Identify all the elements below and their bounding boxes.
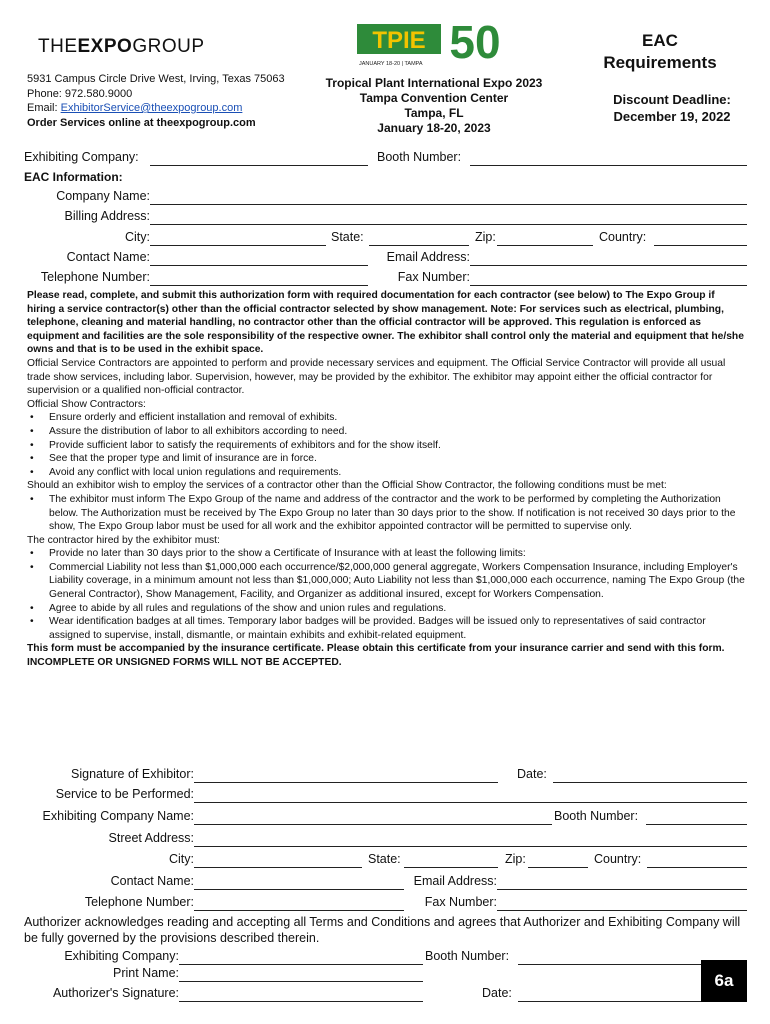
- exhibiting-company-field[interactable]: [150, 165, 368, 166]
- state-field-2[interactable]: [404, 867, 498, 868]
- list-item: • Avoid any conflict with local union regulations and requirements.: [27, 466, 745, 480]
- list-item: • The exhibitor must inform The Expo Group of the name and address of the contractor and the work to be performed by completing the Authorization below. The Authorization must be received by The Expo Group no later than 30 days prior to the show. If notification is not received 30 days prior to the show, The Expo Group labor must be used for all work and the exhibitor appointed contractor will be permitted to supervise only.: [27, 493, 745, 534]
- state-label: State:: [331, 230, 364, 244]
- conditions-list: [27, 493, 745, 534]
- city-field[interactable]: [150, 245, 326, 246]
- print-name-field[interactable]: [179, 981, 423, 982]
- city-label: City:: [125, 230, 150, 244]
- company-name-label: Company Name:: [56, 189, 150, 203]
- country-label: Country:: [599, 230, 647, 244]
- show-name: Tropical Plant International Expo 2023: [325, 76, 543, 90]
- list-item: • Provide no later than 30 days prior to the show a Certificate of Insurance with at least the following limits:: [27, 547, 745, 561]
- street-address-label: Street Address:: [108, 831, 194, 845]
- contact-name-label-2: Contact Name:: [110, 874, 194, 888]
- tpie-subtext: JANUARY 18-20 | TAMPA: [359, 61, 423, 67]
- contact-block: [27, 72, 285, 130]
- official-show-contractors: Official Show Contractors:: [27, 398, 146, 410]
- zip-label: Zip:: [475, 230, 496, 244]
- list-item: • Wear identification badges at all times. Temporary labor badges will be provided. Badges will be issued only to representatives of said contractor assigned to supervise, install, dismantle, or maintain exhibits and exhibit-related equipment.: [27, 615, 745, 642]
- eac-information-heading: EAC Information:: [24, 170, 123, 184]
- terms-body: [27, 289, 745, 670]
- title-line-2: Requirements: [603, 53, 717, 72]
- list-item: • Ensure orderly and efficient installation and removal of exhibits.: [27, 411, 745, 425]
- city-label-2: City:: [169, 852, 194, 866]
- show-dates: January 18-20, 2023: [377, 121, 491, 135]
- address-line: 5931 Campus Circle Drive West, Irving, Texas 75063: [27, 73, 285, 85]
- intro-paragraph: Please read, complete, and submit this authorization form with required documentation for each contractor (see below) to The Expo Group if hiring a service contractor(s) other than the official contractor selected by show management. Note: For services such as electrical, plumbing, telephone, cleaning and material handling, no contractor other than the official contractor will be approved. This regulation is enforced as equipment and facilities are the sole responsibility of the respective owner. The exhibitor shall control only the material and equipment that he/she owns and that is to be used in the exhibit space.: [27, 290, 744, 356]
- phone-line: Phone: 972.580.9000: [27, 87, 133, 100]
- booth-number-label: Booth Number:: [377, 150, 462, 164]
- country-label-2: Country:: [594, 852, 642, 866]
- ack-date-label: Date:: [482, 986, 512, 1000]
- zip-field-2[interactable]: [528, 867, 588, 868]
- tpie-50-logo: [357, 22, 509, 68]
- telephone-label: Telephone Number:: [40, 270, 150, 284]
- telephone-field[interactable]: [150, 285, 368, 286]
- state-field[interactable]: [369, 245, 469, 246]
- service-field[interactable]: [194, 802, 747, 803]
- order-online-line: Order Services online at theexpogroup.com: [27, 116, 256, 129]
- company-name-field[interactable]: [150, 204, 747, 205]
- list-item: • Agree to abide by all rules and regulations of the show and union rules and regulations.: [27, 602, 745, 616]
- date-field[interactable]: [553, 782, 747, 783]
- zip-field[interactable]: [497, 245, 593, 246]
- billing-address-field[interactable]: [150, 224, 747, 225]
- booth-number-label-2: Booth Number:: [554, 809, 639, 823]
- official-paragraph: Official Service Contractors are appointed to perform and provide necessary services and equipment. The Official Service Contractor will provide all usual trade show services, including labor. Supervision, however, may be provided by the exhibitor. The exhibitor may appoint either the official contractor for supervision or a qualified non-official contractor.: [27, 357, 726, 397]
- exhibiting-company-name-field[interactable]: [194, 824, 552, 825]
- list-item: • Assure the distribution of labor to all exhibitors according to need.: [27, 425, 745, 439]
- email-address-label: Email Address:: [386, 250, 470, 264]
- ack-booth-number-field[interactable]: [518, 964, 701, 965]
- fax-field[interactable]: [470, 285, 747, 286]
- booth-number-field-2[interactable]: [646, 824, 747, 825]
- ack-date-field[interactable]: [518, 1001, 701, 1002]
- email-address-field[interactable]: [470, 265, 747, 266]
- contact-name-field[interactable]: [150, 265, 368, 266]
- contact-name-label: Contact Name:: [66, 250, 150, 264]
- email-address-field-2[interactable]: [497, 889, 747, 890]
- email-address-label-2: Email Address:: [413, 874, 497, 888]
- booth-number-field[interactable]: [470, 165, 747, 166]
- contractor-duties-list: [27, 411, 745, 479]
- signature-exhibitor-field[interactable]: [194, 782, 498, 783]
- service-label: Service to be Performed:: [55, 787, 194, 801]
- insurance-note: This form must be accompanied by the insurance certificate. Please obtain this certificate from your insurance carrier and send with this form.: [27, 643, 725, 655]
- contractor-requirements-list: [27, 547, 745, 642]
- country-field[interactable]: [654, 245, 747, 246]
- deadline-label: Discount Deadline:: [613, 92, 731, 107]
- street-address-field[interactable]: [194, 846, 747, 847]
- incomplete-warning: INCOMPLETE OR UNSIGNED FORMS WILL NOT BE ACCEPTED.: [27, 657, 342, 669]
- fax-field-2[interactable]: [497, 910, 747, 911]
- telephone-label-2: Telephone Number:: [84, 895, 194, 909]
- expo-group-logo: THEEXPOGROUP: [38, 36, 205, 57]
- venue: Tampa Convention Center: [359, 91, 509, 105]
- email-line: Email: ExhibitorService@theexpogroup.com: [27, 102, 243, 114]
- fax-label-2: Fax Number:: [424, 895, 497, 909]
- title-line-1: EAC: [642, 31, 678, 50]
- conditions-paragraph: Should an exhibitor wish to employ the services of a contractor other than the Official Show Contractor, the following conditions must be met:: [27, 480, 667, 492]
- authorizer-signature-field[interactable]: [179, 1001, 423, 1002]
- tpie-50-text: 50: [449, 22, 501, 68]
- page-title: [600, 30, 720, 74]
- list-item: • Commercial Liability not less than $1,000,000 each occurrence/$2,000,000 general aggregate, Workers Compensation Insurance, including Employer's Liability coverage, in a minimum amount not less than $1,000,000; Auto Liability not less than $1,000,000 each occurrence, naming The Expo Group (the General Contractor), Show Management, Facility, and Organizer as additional insured, except for Workers Compensation.: [27, 561, 745, 602]
- telephone-field-2[interactable]: [194, 910, 404, 911]
- list-item: • Provide sufficient labor to satisfy the requirements of exhibitors and for the show itself.: [27, 439, 745, 453]
- signature-exhibitor-label: Signature of Exhibitor:: [71, 767, 194, 781]
- discount-deadline: [592, 91, 752, 125]
- date-label: Date:: [517, 767, 547, 781]
- zip-label-2: Zip:: [505, 852, 526, 866]
- acknowledgement-text: Authorizer acknowledges reading and accepting all Terms and Conditions and agrees that Authorizer and Exhibiting Company will be fully governed by the provisions described therein.: [24, 915, 741, 945]
- exhibiting-company-name-label: Exhibiting Company Name:: [42, 809, 194, 823]
- authorizer-signature-label: Authorizer's Signature:: [52, 986, 179, 1000]
- tpie-text: TPIE: [372, 27, 426, 54]
- email-link[interactable]: ExhibitorService@theexpogroup.com: [60, 102, 243, 114]
- state-label-2: State:: [368, 852, 401, 866]
- show-city: Tampa, FL: [404, 106, 464, 120]
- contact-name-field-2[interactable]: [194, 889, 404, 890]
- ack-exhibiting-company-label: Exhibiting Company:: [64, 949, 179, 963]
- ack-booth-number-label: Booth Number:: [425, 949, 510, 963]
- deadline-date: December 19, 2022: [613, 109, 731, 124]
- print-name-label: Print Name:: [113, 966, 179, 980]
- city-field-2[interactable]: [194, 867, 362, 868]
- fax-label: Fax Number:: [397, 270, 470, 284]
- list-item: • See that the proper type and limit of insurance are in force.: [27, 452, 745, 466]
- ack-exhibiting-company-field[interactable]: [179, 964, 423, 965]
- exhibiting-company-label: Exhibiting Company:: [24, 150, 139, 164]
- country-field-2[interactable]: [647, 867, 747, 868]
- page-number-badge: 6a: [701, 960, 747, 1002]
- billing-address-label: Billing Address:: [64, 209, 150, 223]
- contractor-hired-paragraph: The contractor hired by the exhibitor must:: [27, 534, 220, 546]
- show-info: [318, 76, 550, 136]
